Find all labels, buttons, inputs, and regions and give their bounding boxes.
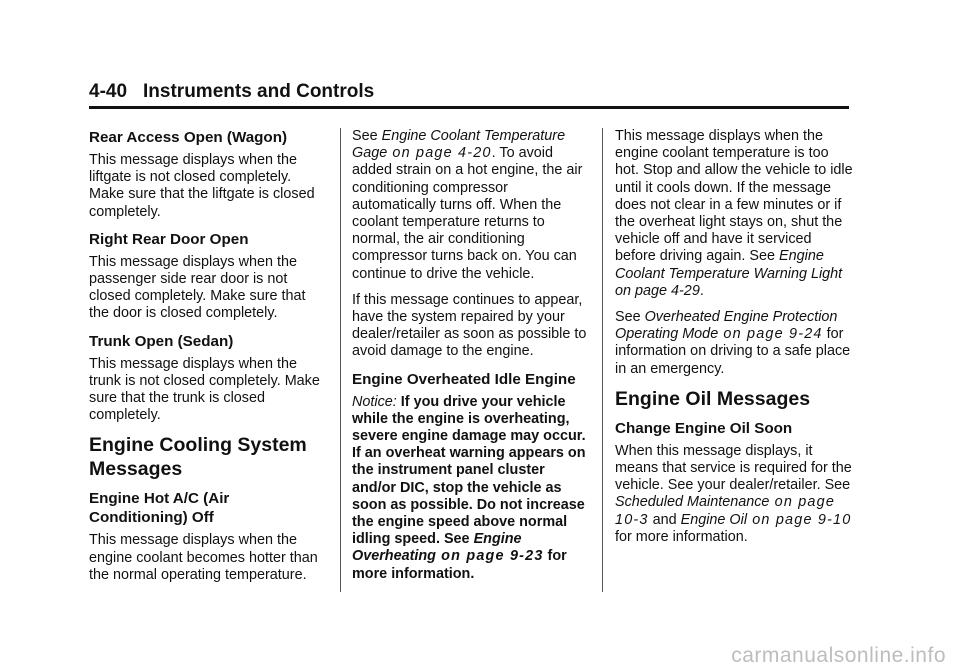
header-title xyxy=(89,80,849,104)
paragraph-trunk-open: This message displays when the trunk is not closed completely. Make sure that the trunk is closed completely. xyxy=(89,355,320,424)
paragraph-repair-advice: If this message continues to appear, have the system repaired by your dealer/retailer as soon as possible to avoid damage to the engine. xyxy=(352,291,587,360)
heading-engine-hot-ac-off: Engine Hot A/C (Air Conditioning) Off xyxy=(89,490,230,527)
column-divider-2 xyxy=(602,128,603,592)
paragraph-rear-access-open: This message displays when the liftgate is not closed completely. Make sure that the liftgate is closed completely. xyxy=(89,152,315,220)
paragraph-overheated-protection-reference xyxy=(615,309,855,378)
link-text: Overheated Engine Protection Operating Mode xyxy=(615,309,838,343)
heading-engine-overheated-idle-engine: Engine Overheated Idle Engine xyxy=(352,370,576,388)
paragraph-right-rear-door-open: This message displays when the passenger side rear door is not closed completely. Make sure that the door is closed completely. xyxy=(89,253,306,322)
link-page-ref: on page 10-3 xyxy=(615,494,836,528)
link-engine-oil[interactable] xyxy=(681,512,852,528)
column-2 xyxy=(352,128,588,592)
section-engine-cooling-system-messages: Engine Cooling System Messages xyxy=(89,434,307,481)
column-3 xyxy=(615,128,855,555)
text-rest: . To avoid added strain on a hot engine, the air conditioning compressor automatically turns off. When the coolant temperature returns to normal, the air conditioning compressor turns back on. You can continue to drive the vehicle. xyxy=(352,145,583,282)
text-body: This message displays when the engine coolant temperature is too hot. Stop and allow the vehicle to idle until it cools down. If the message does not clear in a few minutes or if the overheat light stays on, shut the vehicle off and have it serviced before driving again. See xyxy=(615,128,853,265)
paragraph-overheat-instructions xyxy=(615,128,855,300)
text-rest: for information on driving to a safe place in an emergency. xyxy=(615,326,851,377)
link-page-ref: on page 9-24 xyxy=(718,326,823,343)
heading-rear-access-open: Rear Access Open (Wagon) xyxy=(89,129,288,146)
column-divider-1 xyxy=(340,128,341,592)
text-body: When this message displays, it means that service is required for the vehicle. See your dealer/retailer. See xyxy=(615,442,852,494)
link-text: Engine Oil xyxy=(680,511,748,528)
chapter-title: Instruments and Controls xyxy=(143,81,375,102)
page-number: 4-40 xyxy=(89,81,128,102)
link-text: Scheduled Maintenance xyxy=(615,494,770,511)
link-overheated-engine-protection-operating-mode[interactable] xyxy=(615,309,837,342)
text-period: . xyxy=(699,282,704,299)
link-page-ref: on page 9-23 xyxy=(435,548,544,565)
paragraph-coolant-gage-reference xyxy=(352,128,588,283)
text-see: See xyxy=(615,309,645,326)
notice-end: for more information. xyxy=(352,548,567,582)
watermark: carmanualsonline.info xyxy=(731,644,946,667)
page-header xyxy=(89,80,849,109)
text-end: for more information. xyxy=(615,528,748,545)
notice-text: If you drive your vehicle while the engine is overheating, severe engine damage may occur. If an overheat warning appears on the instrument panel cluster and/or DIC, stop the vehicle as soon as possible. Do not increase the engine speed above normal idling speed. See xyxy=(352,393,586,548)
text-and: and xyxy=(648,511,681,528)
notice-block xyxy=(352,394,588,583)
link-page-ref: on page 4-20 xyxy=(387,145,492,162)
link-text: Engine Overheating xyxy=(352,531,522,565)
column-1 xyxy=(89,128,325,593)
link-text: Engine Coolant Temperature Gage xyxy=(352,128,566,162)
heading-change-engine-oil-soon: Change Engine Oil Soon xyxy=(615,419,793,437)
link-engine-coolant-temperature-warning-light[interactable]: Engine Coolant Temperature Warning Light on page 4-29 xyxy=(615,248,843,299)
text-see: See xyxy=(352,128,382,144)
heading-right-rear-door-open: Right Rear Door Open xyxy=(89,230,249,248)
paragraph-engine-hot-ac-off: This message displays when the engine coolant becomes hotter than the normal operating temperature. xyxy=(89,532,318,583)
heading-trunk-open: Trunk Open (Sedan) xyxy=(89,332,234,350)
header-rule xyxy=(89,106,849,109)
link-page-ref: on page 9-10 xyxy=(747,511,852,528)
section-engine-oil-messages: Engine Oil Messages xyxy=(615,387,811,410)
paragraph-change-engine-oil-soon xyxy=(615,443,855,546)
notice-label: Notice: xyxy=(352,393,397,410)
